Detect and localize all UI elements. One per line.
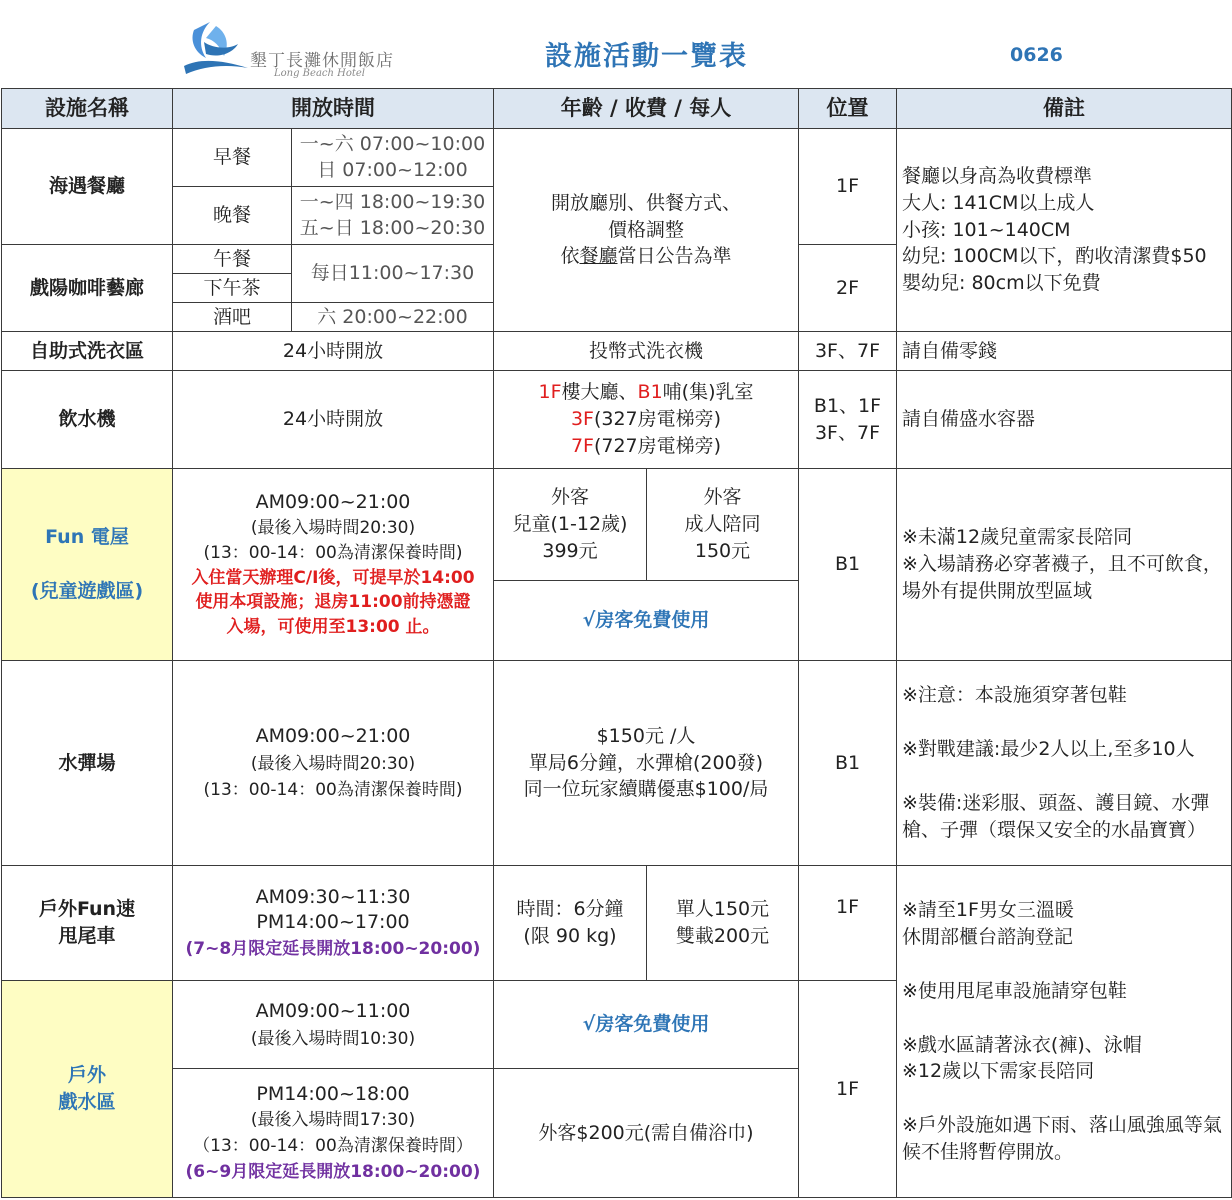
bar-label: 酒吧 xyxy=(173,303,292,332)
breakfast-hours: 一~六 07:00~10:00 日 07:00~12:00 xyxy=(292,129,494,187)
tail-car-duration: 時間：6分鐘 (限 90 kg) xyxy=(494,866,647,981)
tea-label: 下午茶 xyxy=(173,274,292,303)
table-header-row xyxy=(2,89,1232,129)
header xyxy=(0,0,1232,88)
water-locations-detail: 1F樓大廳、B1哺(集)乳室 3F(327房電梯旁) 7F(727房電梯旁) xyxy=(494,371,799,469)
fun-house-adult-fee: 外客 成人陪同 150元 xyxy=(647,469,799,581)
table-row xyxy=(2,866,1232,981)
tail-car-hours: AM09:30~11:30 PM14:00~17:00 (7~8月限定延長開放18:00~20:00) xyxy=(173,866,494,981)
dinner-hours: 一~四 18:00~19:30 五~日 18:00~20:30 xyxy=(292,187,494,245)
tail-car-location: 1F xyxy=(799,866,897,981)
laundry-location: 3F、7F xyxy=(799,332,897,371)
col-header-fee: 年齡 / 收費 / 每人 xyxy=(494,89,799,129)
water-park-pm-hours: PM14:00~18:00 (最後入場時間17:30) （13：00-14：00為清潔保養時間） (6~9月限定延長開放18:00~20:00) xyxy=(173,1069,494,1198)
water-gun-location: B1 xyxy=(799,661,897,866)
hotel-logo xyxy=(182,18,422,80)
table-row xyxy=(2,661,1232,866)
water-gun-fee: $150元 /人 單局6分鐘，水彈槍(200發) 同一位玩家續購優惠$100/局 xyxy=(494,661,799,866)
laundry-fee: 投幣式洗衣機 xyxy=(494,332,799,371)
location-seaside: 1F xyxy=(799,129,897,245)
water-location: B1、1F 3F、7F xyxy=(799,371,897,469)
water-park-location: 1F xyxy=(799,981,897,1198)
fun-house-location: B1 xyxy=(799,469,897,661)
fun-house-remarks: ※未滿12歲兒童需家長陪同 ※入場請務必穿著襪子，且不可飲食， 場外有提供開放型區域 xyxy=(897,469,1232,661)
laundry-remarks: 請自備零錢 xyxy=(897,332,1232,371)
dining-fee-info: 開放廳別、供餐方式、 價格調整 依餐廳當日公告為準 xyxy=(494,129,799,332)
facility-cafe-gallery: 戲陽咖啡藝廊 xyxy=(2,245,173,332)
col-header-location: 位置 xyxy=(799,89,897,129)
col-header-facility: 設施名稱 xyxy=(2,89,173,129)
facility-water-dispenser: 飲水機 xyxy=(2,371,173,469)
water-park-guest-free: √房客免費使用 xyxy=(494,981,799,1069)
hotel-name: 墾丁長灘休閒飯店 xyxy=(250,51,394,71)
water-hours: 24小時開放 xyxy=(173,371,494,469)
facility-tail-car: 戶外Fun速 甩尾車 xyxy=(2,866,173,981)
lunch-label: 午餐 xyxy=(173,245,292,274)
water-gun-remarks: ※注意：本設施須穿著包鞋 ※對戰建議:最少2人以上,至多10人 ※裝備:迷彩服、頭盔、護目鏡、水彈 槍、子彈（環保又安全的水晶寶寶） xyxy=(897,661,1232,866)
fun-house-guest-free: √房客免費使用 xyxy=(494,581,799,661)
breakfast-label: 早餐 xyxy=(173,129,292,187)
outdoor-remarks: ※請至1F男女三溫暖 休閒部櫃台諮詢登記 ※使用甩尾車設施請穿包鞋 ※戲水區請著泳衣(褲)、泳帽 ※12歲以下需家長陪同 ※戶外設施如遇下雨、落山風強風等氣 候不佳將暫停開放。 xyxy=(897,866,1232,1198)
water-park-am-hours: AM09:00~11:00 (最後入場時間10:30) xyxy=(173,981,494,1069)
laundry-hours: 24小時開放 xyxy=(173,332,494,371)
facility-table xyxy=(1,88,1232,1198)
bar-hours: 六 20:00~22:00 xyxy=(292,303,494,332)
water-remarks: 請自備盛水容器 xyxy=(897,371,1232,469)
facility-fun-house: Fun 電屋 (兒童遊戲區) xyxy=(2,469,173,661)
hotel-name-en: Long Beach Hotel xyxy=(274,68,366,79)
facility-seaside-restaurant: 海遇餐廳 xyxy=(2,129,173,245)
tail-car-price: 單人150元 雙載200元 xyxy=(647,866,799,981)
document-code: 0626 xyxy=(1010,44,1063,66)
water-gun-hours: AM09:00~21:00 (最後入場時間20:30) (13：00-14：00為清潔保養時間) xyxy=(173,661,494,866)
col-header-hours: 開放時間 xyxy=(173,89,494,129)
table-row xyxy=(2,371,1232,469)
table-row xyxy=(2,129,1232,187)
fun-house-child-fee: 外客 兒童(1-12歲) 399元 xyxy=(494,469,647,581)
facility-water-park: 戶外 戲水區 xyxy=(2,981,173,1198)
facility-water-gun: 水彈場 xyxy=(2,661,173,866)
page-title: 設施活動一覽表 xyxy=(545,41,748,72)
col-header-remarks: 備註 xyxy=(897,89,1232,129)
location-cafe: 2F xyxy=(799,245,897,332)
lunch-tea-hours: 每日11:00~17:30 xyxy=(292,245,494,303)
fun-house-hours: AM09:00~21:00 (最後入場時間20:30) (13：00-14：00為清潔保養時間) 入住當天辦理C/I後，可提早於14:00 使用本項設施；退房11:00前持憑證 入場，可使用至13:00 止。 xyxy=(173,469,494,661)
table-row xyxy=(2,332,1232,371)
wave-logo-icon xyxy=(182,18,252,80)
dinner-label: 晚餐 xyxy=(173,187,292,245)
table-row xyxy=(2,469,1232,581)
dining-remarks: 餐廳以身高為收費標準 大人: 141CM以上成人 小孩: 101~140CM 幼兒: 100CM以下，酌收清潔費$50 嬰幼兒: 80cm以下免費 xyxy=(897,129,1232,332)
water-park-outside-fee: 外客$200元(需自備浴巾) xyxy=(494,1069,799,1198)
facility-laundry: 自助式洗衣區 xyxy=(2,332,173,371)
